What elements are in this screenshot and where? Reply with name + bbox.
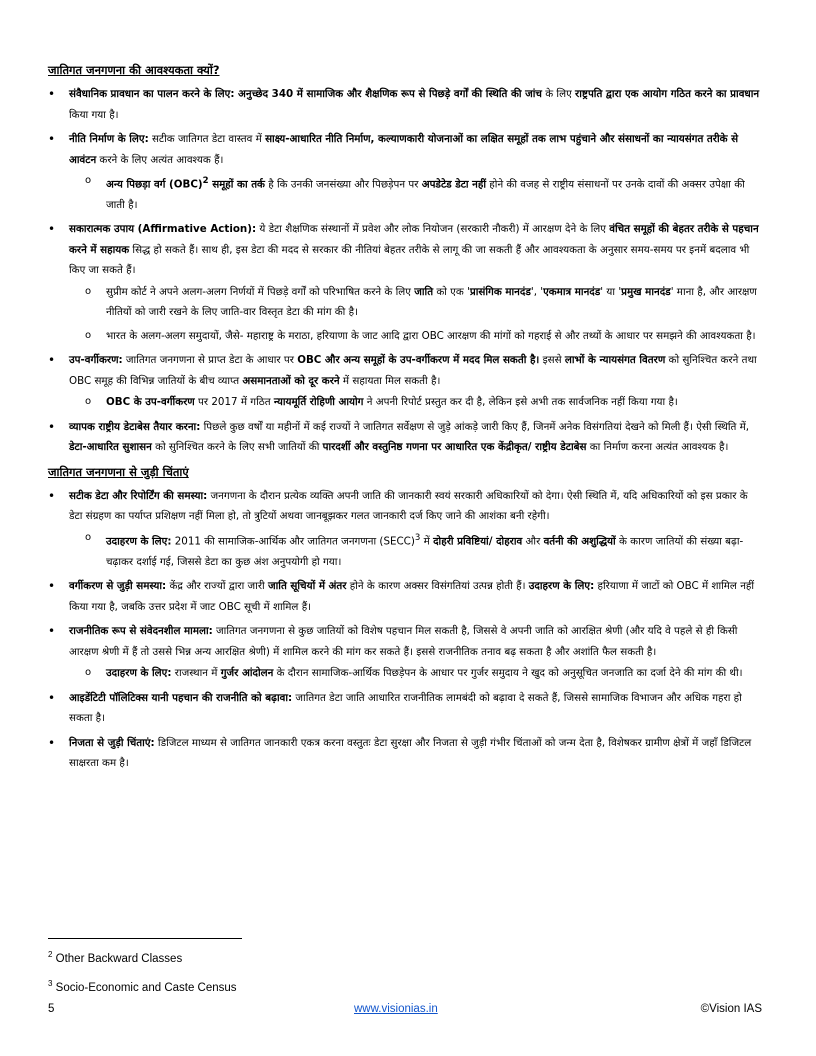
list-item: [48, 129, 764, 215]
item-text: ' या ': [600, 285, 622, 298]
sub-list: [69, 528, 764, 572]
item-text: होने के कारण अक्सर विसंगतियां उत्पन्न होती हैं।: [346, 580, 529, 593]
sub-list-item: [69, 392, 764, 413]
circle-bullet-icon: o: [85, 175, 92, 186]
item-bold: राजनीतिक रूप से संवेदनशील मामला:: [69, 625, 213, 638]
item-text: को सुनिश्चित करने तथा OBC समूह की विभिन्न जातियों के बीच व्याप्त: [69, 354, 757, 387]
item-bold: सकारात्मक उपाय (Affirmative Action):: [69, 223, 257, 236]
item-text: करने के लिए अत्यंत आवश्यक हैं।: [96, 153, 224, 166]
item-text: के कारण जातियों की संख्या बढ़ा-चढ़ाकर दर्शाई गई, जिससे डेटा का कुछ अंश अनुपयोगी हो गया।: [106, 535, 744, 568]
sub-list: [69, 392, 764, 413]
item-bold: प्रमुख मानदंड: [621, 285, 671, 298]
item-text: केंद्र और राज्यों द्वारा जारी: [166, 580, 268, 593]
sub-list-item: [69, 528, 764, 572]
item-text: राजस्थान में: [171, 667, 221, 680]
bullet-icon: •: [48, 353, 56, 368]
footnote: [48, 947, 764, 967]
item-text: और: [522, 535, 544, 548]
item-text: डिजिटल माध्यम से जातिगत जानकारी एकत्र करना वस्तुतः डेटा सुरक्षा और निजता से जुड़ी गंभीर चिंताओं को जन्म देता है, विशेषकर ग्रामीण क्षेत्रों में जहाँ डिजिटल साक्षरता कम है।: [69, 736, 752, 770]
item-text: के दौरान सामाजिक-आर्थिक पिछड़ेपन के आधार पर गुर्जर समुदाय ने खुद को अनुसूचित जनजाति का दर्जा देने की मांग की थी।: [273, 667, 743, 680]
footnote-ref: 3: [414, 532, 421, 543]
bullet-icon: •: [48, 419, 56, 434]
item-bold: अपडेटेड डेटा नहीं: [421, 178, 487, 191]
list-item: [48, 350, 764, 413]
list-item: [48, 688, 764, 729]
sub-list: [69, 171, 764, 215]
item-bold: नीति निर्माण के लिए:: [69, 133, 149, 145]
item-bold: उप-वर्गीकरण:: [69, 354, 123, 367]
item-bold: दोहरी प्रविष्टियां/ दोहराव: [433, 535, 523, 548]
item-text: इससे: [539, 354, 565, 367]
item-bold: असमानताओं को दूर करने: [242, 374, 340, 387]
item-bold: प्रासंगिक मानदंड: [469, 285, 531, 298]
item-bold: उदाहरण के लिए:: [106, 667, 172, 680]
item-bold: आइडेंटिटी पॉलिटिक्स यानी पहचान की राजनीति को बढ़ावा:: [69, 691, 293, 704]
item-text: ने अपनी रिपोर्ट प्रस्तुत कर दी है, लेकिन इसे अभी तक सार्वजनिक नहीं किया गया है।: [363, 396, 678, 409]
item-bold: लाभों के न्यायसंगत वितरण: [564, 354, 666, 367]
item-bold: पारदर्शी और वस्तुनिष्ठ गणना पर आधारित एक केंद्रीकृत/ राष्ट्रीय डेटाबेस: [322, 441, 587, 454]
item-bold: साक्ष्य-आधारित नीति निर्माण, कल्याणकारी योजनाओं का लक्षित समूहों तक लाभ पहुंचाने और संसाधनों का न्यायसंगत तरीके से आवंटन: [69, 133, 739, 166]
page-number: 5: [48, 1003, 55, 1015]
item-bold: OBC के उप-वर्गीकरण: [106, 396, 195, 409]
item-text: पर 2017 में गठित: [194, 396, 274, 409]
footnote: [48, 976, 764, 996]
sub-list-item: [69, 282, 764, 323]
item-bold: गुर्जर आंदोलन: [220, 667, 274, 680]
footnote-number: 3: [48, 978, 53, 988]
circle-bullet-icon: o: [85, 329, 92, 341]
list-item: [48, 486, 764, 572]
item-text: जातिगत जनगणना से प्राप्त डेटा के आधार पर: [122, 354, 298, 367]
bullet-icon: •: [48, 735, 56, 750]
item-bold: एकमात्र मानदंड: [543, 285, 601, 298]
footnote-text: Other Backward Classes: [52, 952, 183, 965]
item-bold: वंचित समूहों की बेहतर तरीके से पहचान करने में सहायक: [69, 223, 759, 256]
item-bold: जाति सूचियों में अंतर: [268, 580, 347, 593]
item-text: सटीक जातिगत डेटा वास्तव में: [148, 133, 266, 145]
sub-list-item: [69, 663, 764, 684]
item-bold: डेटा-आधारित सुशासन: [69, 441, 152, 454]
list-item: [48, 219, 764, 346]
bullet-icon: •: [48, 624, 56, 639]
item-text: में सहायता मिल सकती है।: [339, 374, 441, 387]
item-text: में: [420, 535, 434, 548]
bullet-icon: •: [48, 579, 56, 594]
website-link[interactable]: www.visionias.in: [354, 1003, 438, 1015]
section-heading-need: जातिगत जनगणना की आवश्यकता क्यों?: [48, 63, 220, 77]
list-item: [48, 733, 764, 774]
sub-list-item: [69, 326, 764, 347]
list-item: [48, 621, 764, 684]
footnote-ref: 2: [202, 176, 209, 186]
footnote-text: Socio-Economic and Caste Census: [52, 981, 237, 994]
list-item: [48, 576, 764, 617]
bullet-icon: •: [48, 132, 56, 146]
item-bold: समूहों का तर्क: [208, 178, 265, 191]
sub-list-item: [69, 171, 764, 215]
item-bold: निजता से जुड़ी चिंताएं:: [69, 736, 155, 749]
item-text: को सुनिश्चित करने के लिए सभी जातियों की: [151, 441, 323, 454]
item-text: ', ': [530, 285, 544, 298]
item-text: जातिगत डेटा जाति आधारित राजनीतिक लामबंदी को बढ़ावा दे सकते हैं, जिससे सामाजिक विभाजन और अधिक गहरा हो सकता है।: [69, 691, 742, 725]
copyright-text: ©Vision IAS: [700, 1003, 762, 1015]
footnotes: [48, 938, 764, 1005]
item-text: भारत के अलग-अलग समुदायों, जैसे- महाराष्ट्र के मराठा, हरियाणा के जाट आदि द्वारा OBC आरक्षण की मांगों को गहराई से और तथ्यों के आधार पर समझने की आवश्यकता है।: [106, 329, 756, 342]
need-list: [48, 84, 764, 458]
item-bold: OBC और अन्य समूहों के उप-वर्गीकरण में मदद मिल सकती है।: [297, 354, 540, 367]
item-bold: वर्गीकरण से जुड़ी समस्या:: [69, 580, 167, 593]
page-footer: [48, 1003, 764, 1019]
item-bold: वर्तनी की अशुद्धियों: [543, 535, 616, 548]
circle-bullet-icon: o: [85, 531, 92, 543]
item-text: का निर्माण करना अत्यंत आवश्यक है।: [586, 441, 729, 454]
item-bold: संवैधानिक प्रावधान का पालन करने के लिए: अनुच्छेद 340 में सामाजिक और शैक्षणिक रूप से पिछड़े वर्गों की स्थिति की जांच: [69, 88, 542, 100]
section-heading-concerns: जातिगत जनगणना से जुड़ी चिंताएं: [48, 464, 189, 479]
item-text: के लिए: [541, 88, 576, 100]
item-text: पिछले कुछ वर्षों या महीनों में कई राज्यों ने जातिगत सर्वेक्षण से जुड़े आंकड़े जारी किए हैं, जिनमें अनेक विसंगतियां देखने को मिली हैं। ऐसी स्थिति में,: [200, 420, 750, 433]
item-bold: अन्य पिछड़ा वर्ग (OBC): [106, 178, 203, 191]
item-text: ' माना है, और आरक्षण नीतियों को जारी रखने के लिए जाति-वार विस्तृत डेटा की मांग की है।: [106, 285, 757, 319]
sub-list: [69, 282, 764, 347]
sub-list: [69, 663, 764, 684]
item-text: किया गया है।: [69, 108, 119, 121]
circle-bullet-icon: o: [85, 396, 92, 408]
item-text: जनगणना के दौरान प्रत्येक व्यक्ति अपनी जाति की जानकारी स्वयं सरकारी अधिकारियों को देगा। ऐसी स्थिति में, यदि अधिकारियों को इस प्रकार के डेटा संग्रहण का पर्याप्त प्रशिक्षण नहीं मिला हो, तो त्रुटियों अथवा जानबूझकर गलत जानकारी दर्ज किए जाने की आशंका बनी रहेगी।: [69, 489, 748, 523]
item-bold: जाति: [414, 285, 434, 298]
item-text: ये डेटा शैक्षणिक संस्थानों में प्रवेश और लोक नियोजन (सरकारी नौकरी) में आरक्षण देने के लिए: [256, 223, 610, 236]
item-bold: न्यायमूर्ति रोहिणी आयोग: [273, 396, 364, 409]
bullet-icon: •: [48, 488, 56, 503]
item-text: सुप्रीम कोर्ट ने अपने अलग-अलग निर्णयों में पिछड़े वर्गों को परिभाषित करने के लिए: [106, 285, 415, 298]
footnote-divider: [48, 938, 242, 939]
concerns-list: [48, 486, 764, 774]
item-bold: व्यापक राष्ट्रीय डेटाबेस तैयार करना:: [69, 420, 201, 433]
item-bold: उदाहरण के लिए:: [528, 580, 595, 593]
bullet-icon: •: [48, 222, 56, 237]
item-bold: उदाहरण के लिए:: [106, 535, 172, 548]
item-text: सिद्ध हो सकते हैं। साथ ही, इस डेटा की मदद से सरकार की नीतियां बेहतर तरीके से लागू की जा सकती हैं और आवश्यकता के अनुसार समय-समय पर इनमें बदलाव भी किए जा सकते हैं।: [69, 243, 750, 277]
footnote-number: 2: [48, 950, 53, 959]
list-item: [48, 84, 764, 125]
item-text: 2011 की सामाजिक-आर्थिक और जातिगत जनगणना (SECC): [171, 535, 415, 548]
item-text: जातिगत जनगणना से कुछ जातियों को विशेष पहचान मिल सकती है, जिससे वे अपनी जाति को आरक्षित श्रेणी (और यदि वे पहले से ही किसी आरक्षण श्रेणी में हैं तो उससे भिन्न अन्य आरक्षित श्रेणी) में शामिल करने की मांग कर सकते हैं। इससे राजनीतिक तनाव बढ़ सकता है और अशांति फैल सकती है।: [69, 625, 738, 658]
bullet-icon: •: [48, 87, 56, 101]
list-item: [48, 417, 764, 458]
circle-bullet-icon: o: [85, 667, 92, 679]
circle-bullet-icon: o: [85, 285, 92, 297]
item-bold: सटीक डेटा और रिपोर्टिंग की समस्या:: [69, 489, 208, 502]
item-text: को एक ': [433, 285, 470, 298]
page-content: [48, 60, 764, 778]
item-text: होने की वजह से राष्ट्रीय संसाधनों पर उनके दावों की अक्सर उपेक्षा की जाती है।: [106, 178, 745, 211]
item-text: है कि उनकी जनसंख्या और पिछड़ेपन पर: [264, 178, 422, 191]
item-text: हरियाणा में जाटों को OBC में शामिल नहीं किया गया है, जबकि उत्तर प्रदेश में जाट OBC सूची में शामिल हैं।: [69, 580, 755, 613]
item-bold: राष्ट्रपति द्वारा एक आयोग गठित करने का प्रावधान: [575, 88, 760, 100]
bullet-icon: •: [48, 690, 56, 705]
